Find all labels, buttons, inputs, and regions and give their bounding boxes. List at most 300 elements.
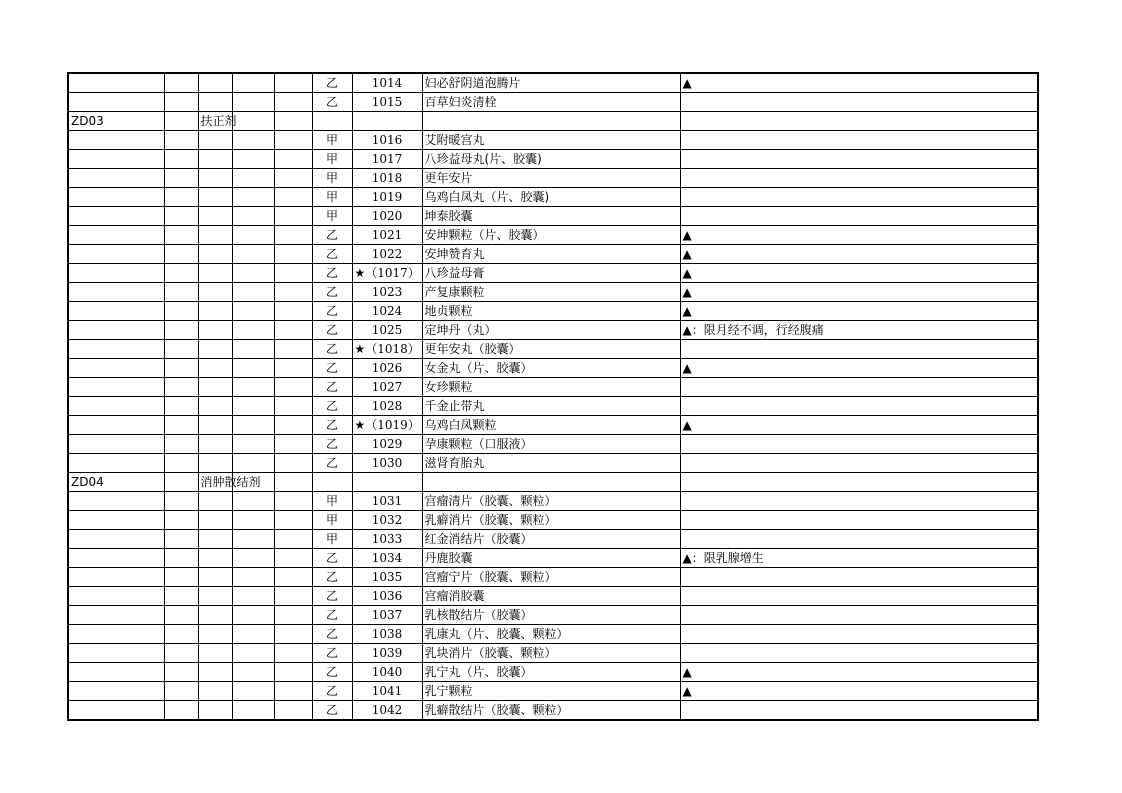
grade-cell: 乙 <box>312 701 352 721</box>
code-cell <box>68 302 164 321</box>
number-cell: 1041 <box>352 682 422 701</box>
grade-cell: 甲 <box>312 169 352 188</box>
grade-cell: 乙 <box>312 568 352 587</box>
note-cell: ▲：限乳腺增生 <box>680 549 1038 568</box>
drug-name-cell <box>422 473 680 492</box>
blank-cell <box>274 302 312 321</box>
grade-cell: 甲 <box>312 188 352 207</box>
number-cell: 1025 <box>352 321 422 340</box>
note-cell <box>680 93 1038 112</box>
number-cell: 1033 <box>352 530 422 549</box>
number-cell: 1031 <box>352 492 422 511</box>
number-cell: 1016 <box>352 131 422 150</box>
table-row <box>68 112 1038 131</box>
code-cell <box>68 188 164 207</box>
table-row <box>68 549 1038 568</box>
blank-cell <box>274 245 312 264</box>
blank-cell <box>164 587 198 606</box>
grade-cell: 乙 <box>312 321 352 340</box>
grade-cell: 甲 <box>312 207 352 226</box>
code-cell <box>68 435 164 454</box>
blank-cell <box>232 587 274 606</box>
table-row <box>68 302 1038 321</box>
grade-cell: 乙 <box>312 397 352 416</box>
blank-cell <box>232 492 274 511</box>
note-cell <box>680 568 1038 587</box>
table-row <box>68 207 1038 226</box>
blank-cell <box>164 188 198 207</box>
blank-cell <box>232 378 274 397</box>
blank-cell <box>164 150 198 169</box>
number-cell: 1034 <box>352 549 422 568</box>
table-row <box>68 416 1038 435</box>
grade-cell: 乙 <box>312 378 352 397</box>
grade-cell: 乙 <box>312 302 352 321</box>
blank-cell <box>274 587 312 606</box>
code-cell <box>68 606 164 625</box>
note-cell <box>680 150 1038 169</box>
note-cell <box>680 397 1038 416</box>
code-cell <box>68 682 164 701</box>
drug-name-cell: 产复康颗粒 <box>422 283 680 302</box>
grade-cell: 乙 <box>312 340 352 359</box>
category-cell <box>198 378 232 397</box>
drug-name-cell: 乳宁丸（片、胶囊） <box>422 663 680 682</box>
blank-cell <box>164 112 198 131</box>
drug-name-cell: 女金丸（片、胶囊） <box>422 359 680 378</box>
code-cell <box>68 701 164 721</box>
blank-cell <box>164 93 198 112</box>
blank-cell <box>274 511 312 530</box>
blank-cell <box>274 112 312 131</box>
grade-cell: 甲 <box>312 530 352 549</box>
code-cell: ZD03 <box>68 112 164 131</box>
blank-cell <box>274 454 312 473</box>
table-row <box>68 340 1038 359</box>
drug-name-cell: 乳癖消片（胶囊、颗粒） <box>422 511 680 530</box>
blank-cell <box>232 701 274 721</box>
blank-cell <box>274 625 312 644</box>
note-cell: ▲ <box>680 682 1038 701</box>
category-cell <box>198 169 232 188</box>
blank-cell <box>232 549 274 568</box>
number-cell: 1019 <box>352 188 422 207</box>
drug-name-cell <box>422 112 680 131</box>
grade-cell: 甲 <box>312 511 352 530</box>
table-row <box>68 359 1038 378</box>
blank-cell <box>232 150 274 169</box>
note-cell: ▲ <box>680 416 1038 435</box>
blank-cell <box>274 169 312 188</box>
blank-cell <box>164 644 198 663</box>
category-cell <box>198 606 232 625</box>
grade-cell: 乙 <box>312 283 352 302</box>
code-cell <box>68 340 164 359</box>
table-row <box>68 435 1038 454</box>
table-row <box>68 701 1038 721</box>
note-cell <box>680 701 1038 721</box>
category-cell <box>198 73 232 93</box>
grade-cell: 乙 <box>312 644 352 663</box>
blank-cell <box>232 663 274 682</box>
drug-name-cell: 八珍益母膏 <box>422 264 680 283</box>
blank-cell <box>164 663 198 682</box>
drug-name-cell: 丹鹿胶囊 <box>422 549 680 568</box>
grade-cell: 乙 <box>312 93 352 112</box>
table-row <box>68 682 1038 701</box>
drug-name-cell: 孕康颗粒（口服液） <box>422 435 680 454</box>
code-cell <box>68 245 164 264</box>
category-cell <box>198 302 232 321</box>
code-cell <box>68 150 164 169</box>
table-row <box>68 568 1038 587</box>
blank-cell <box>164 549 198 568</box>
table-row <box>68 169 1038 188</box>
category-cell <box>198 663 232 682</box>
note-cell: ▲ <box>680 73 1038 93</box>
drug-name-cell: 妇必舒阴道泡腾片 <box>422 73 680 93</box>
category-cell <box>198 454 232 473</box>
table-row <box>68 663 1038 682</box>
note-cell <box>680 454 1038 473</box>
code-cell <box>68 492 164 511</box>
blank-cell <box>164 473 198 492</box>
category-cell <box>198 701 232 721</box>
drug-name-cell: 坤泰胶囊 <box>422 207 680 226</box>
blank-cell <box>274 378 312 397</box>
blank-cell <box>232 131 274 150</box>
code-cell <box>68 511 164 530</box>
blank-cell <box>164 245 198 264</box>
category-cell <box>198 283 232 302</box>
grade-cell: 甲 <box>312 492 352 511</box>
blank-cell <box>164 226 198 245</box>
blank-cell <box>274 701 312 721</box>
table-row <box>68 188 1038 207</box>
grade-cell: 乙 <box>312 264 352 283</box>
blank-cell <box>232 207 274 226</box>
note-cell: ▲ <box>680 302 1038 321</box>
blank-cell <box>274 644 312 663</box>
blank-cell <box>164 416 198 435</box>
grade-cell: 乙 <box>312 435 352 454</box>
number-cell: 1018 <box>352 169 422 188</box>
blank-cell <box>274 93 312 112</box>
code-cell <box>68 264 164 283</box>
table-row <box>68 397 1038 416</box>
blank-cell <box>232 644 274 663</box>
number-cell: 1038 <box>352 625 422 644</box>
code-cell <box>68 378 164 397</box>
blank-cell <box>232 302 274 321</box>
grade-cell <box>312 112 352 131</box>
blank-cell <box>232 112 274 131</box>
category-cell <box>198 340 232 359</box>
code-cell <box>68 644 164 663</box>
drug-name-cell: 千金止带丸 <box>422 397 680 416</box>
code-cell <box>68 359 164 378</box>
note-cell <box>680 473 1038 492</box>
blank-cell <box>164 321 198 340</box>
blank-cell <box>232 682 274 701</box>
blank-cell <box>164 701 198 721</box>
blank-cell <box>232 73 274 93</box>
drug-name-cell: 女珍颗粒 <box>422 378 680 397</box>
blank-cell <box>232 264 274 283</box>
code-cell: ZD04 <box>68 473 164 492</box>
drug-name-cell: 艾附暖宫丸 <box>422 131 680 150</box>
blank-cell <box>232 568 274 587</box>
table-row <box>68 492 1038 511</box>
code-cell <box>68 226 164 245</box>
blank-cell <box>274 264 312 283</box>
blank-cell <box>232 397 274 416</box>
number-cell: 1029 <box>352 435 422 454</box>
number-cell: 1027 <box>352 378 422 397</box>
table-row <box>68 150 1038 169</box>
blank-cell <box>274 188 312 207</box>
blank-cell <box>274 473 312 492</box>
grade-cell: 乙 <box>312 359 352 378</box>
grade-cell: 乙 <box>312 454 352 473</box>
blank-cell <box>274 150 312 169</box>
grade-cell: 甲 <box>312 150 352 169</box>
drug-name-cell: 乌鸡白凤丸（片、胶囊) <box>422 188 680 207</box>
blank-cell <box>232 416 274 435</box>
blank-cell <box>164 625 198 644</box>
drug-catalog-table <box>67 72 1039 721</box>
code-cell <box>68 207 164 226</box>
blank-cell <box>232 606 274 625</box>
category-cell <box>198 568 232 587</box>
number-cell: 1021 <box>352 226 422 245</box>
category-cell <box>198 416 232 435</box>
note-cell <box>680 492 1038 511</box>
drug-name-cell: 乳康丸（片、胶囊、颗粒） <box>422 625 680 644</box>
note-cell <box>680 131 1038 150</box>
drug-name-cell: 宫瘤宁片（胶囊、颗粒） <box>422 568 680 587</box>
note-cell <box>680 340 1038 359</box>
note-cell <box>680 530 1038 549</box>
blank-cell <box>274 416 312 435</box>
blank-cell <box>164 207 198 226</box>
blank-cell <box>164 340 198 359</box>
number-cell <box>352 473 422 492</box>
blank-cell <box>274 682 312 701</box>
blank-cell <box>164 73 198 93</box>
grade-cell: 甲 <box>312 131 352 150</box>
table-row <box>68 264 1038 283</box>
number-cell: 1035 <box>352 568 422 587</box>
blank-cell <box>274 340 312 359</box>
number-cell: 1036 <box>352 587 422 606</box>
number-cell: 1020 <box>352 207 422 226</box>
category-cell <box>198 207 232 226</box>
blank-cell <box>164 492 198 511</box>
category-cell: 扶正剂 <box>198 112 232 131</box>
drug-name-cell: 宫瘤消胶囊 <box>422 587 680 606</box>
drug-name-cell: 乳宁颗粒 <box>422 682 680 701</box>
drug-name-cell: 地贞颗粒 <box>422 302 680 321</box>
note-cell <box>680 644 1038 663</box>
table-row <box>68 511 1038 530</box>
category-cell <box>198 644 232 663</box>
number-cell <box>352 112 422 131</box>
drug-name-cell: 红金消结片（胶囊） <box>422 530 680 549</box>
drug-name-cell: 乳块消片（胶囊、颗粒） <box>422 644 680 663</box>
category-cell <box>198 549 232 568</box>
table-row <box>68 93 1038 112</box>
drug-name-cell: 定坤丹（丸） <box>422 321 680 340</box>
note-cell <box>680 188 1038 207</box>
table-row <box>68 530 1038 549</box>
blank-cell <box>232 511 274 530</box>
blank-cell <box>274 359 312 378</box>
code-cell <box>68 549 164 568</box>
note-cell <box>680 587 1038 606</box>
category-cell <box>198 150 232 169</box>
number-cell: 1040 <box>352 663 422 682</box>
drug-name-cell: 乳核散结片（胶囊） <box>422 606 680 625</box>
category-cell <box>198 321 232 340</box>
grade-cell: 乙 <box>312 625 352 644</box>
blank-cell <box>274 663 312 682</box>
drug-name-cell: 乌鸡白凤颗粒 <box>422 416 680 435</box>
number-cell: 1028 <box>352 397 422 416</box>
number-cell: ★（1018） <box>352 340 422 359</box>
blank-cell <box>164 435 198 454</box>
blank-cell <box>164 131 198 150</box>
note-cell: ▲ <box>680 245 1038 264</box>
blank-cell <box>164 606 198 625</box>
code-cell <box>68 568 164 587</box>
blank-cell <box>274 568 312 587</box>
category-cell <box>198 226 232 245</box>
table-row <box>68 587 1038 606</box>
grade-cell: 乙 <box>312 226 352 245</box>
blank-cell <box>164 359 198 378</box>
blank-cell <box>232 530 274 549</box>
code-cell <box>68 454 164 473</box>
number-cell: 1037 <box>352 606 422 625</box>
note-cell <box>680 625 1038 644</box>
blank-cell <box>232 245 274 264</box>
table-row <box>68 283 1038 302</box>
blank-cell <box>164 302 198 321</box>
grade-cell: 乙 <box>312 682 352 701</box>
blank-cell <box>274 530 312 549</box>
drug-name-cell: 八珍益母丸(片、胶囊) <box>422 150 680 169</box>
drug-name-cell: 更年安片 <box>422 169 680 188</box>
blank-cell <box>274 283 312 302</box>
code-cell <box>68 663 164 682</box>
grade-cell: 乙 <box>312 245 352 264</box>
category-cell <box>198 131 232 150</box>
table-row <box>68 625 1038 644</box>
grade-cell: 乙 <box>312 549 352 568</box>
number-cell: 1030 <box>352 454 422 473</box>
code-cell <box>68 73 164 93</box>
table-row <box>68 73 1038 93</box>
grade-cell: 乙 <box>312 663 352 682</box>
code-cell <box>68 625 164 644</box>
blank-cell <box>164 378 198 397</box>
note-cell: ▲：限月经不调，行经腹痛 <box>680 321 1038 340</box>
blank-cell <box>274 73 312 93</box>
blank-cell <box>232 359 274 378</box>
blank-cell <box>274 606 312 625</box>
blank-cell <box>164 511 198 530</box>
drug-name-cell: 滋肾育胎丸 <box>422 454 680 473</box>
blank-cell <box>232 625 274 644</box>
blank-cell <box>232 435 274 454</box>
table-row <box>68 644 1038 663</box>
category-cell <box>198 93 232 112</box>
code-cell <box>68 283 164 302</box>
table-row <box>68 454 1038 473</box>
blank-cell <box>274 207 312 226</box>
blank-cell <box>232 283 274 302</box>
note-cell <box>680 207 1038 226</box>
table-row <box>68 473 1038 492</box>
note-cell: ▲ <box>680 226 1038 245</box>
note-cell: ▲ <box>680 264 1038 283</box>
drug-name-cell: 宫瘤清片（胶囊、颗粒） <box>422 492 680 511</box>
blank-cell <box>164 397 198 416</box>
number-cell: ★（1017） <box>352 264 422 283</box>
number-cell: 1039 <box>352 644 422 663</box>
category-cell: 消肿散结剂 <box>198 473 232 492</box>
category-cell <box>198 359 232 378</box>
number-cell: 1042 <box>352 701 422 721</box>
grade-cell: 乙 <box>312 606 352 625</box>
note-cell <box>680 606 1038 625</box>
number-cell: 1015 <box>352 93 422 112</box>
grade-cell: 乙 <box>312 73 352 93</box>
table-row <box>68 245 1038 264</box>
grade-cell <box>312 473 352 492</box>
category-cell <box>198 682 232 701</box>
number-cell: 1024 <box>352 302 422 321</box>
category-cell <box>198 188 232 207</box>
blank-cell <box>232 340 274 359</box>
blank-cell <box>164 530 198 549</box>
category-cell <box>198 530 232 549</box>
code-cell <box>68 93 164 112</box>
number-cell: 1032 <box>352 511 422 530</box>
number-cell: 1022 <box>352 245 422 264</box>
number-cell: ★（1019） <box>352 416 422 435</box>
category-cell <box>198 587 232 606</box>
blank-cell <box>232 226 274 245</box>
blank-cell <box>232 169 274 188</box>
category-cell <box>198 435 232 454</box>
category-cell <box>198 625 232 644</box>
blank-cell <box>232 321 274 340</box>
table-row <box>68 321 1038 340</box>
code-cell <box>68 587 164 606</box>
blank-cell <box>274 397 312 416</box>
blank-cell <box>164 283 198 302</box>
grade-cell: 乙 <box>312 416 352 435</box>
note-cell <box>680 435 1038 454</box>
table-row <box>68 606 1038 625</box>
code-cell <box>68 397 164 416</box>
number-cell: 1026 <box>352 359 422 378</box>
code-cell <box>68 530 164 549</box>
drug-name-cell: 更年安丸（胶囊） <box>422 340 680 359</box>
blank-cell <box>164 568 198 587</box>
